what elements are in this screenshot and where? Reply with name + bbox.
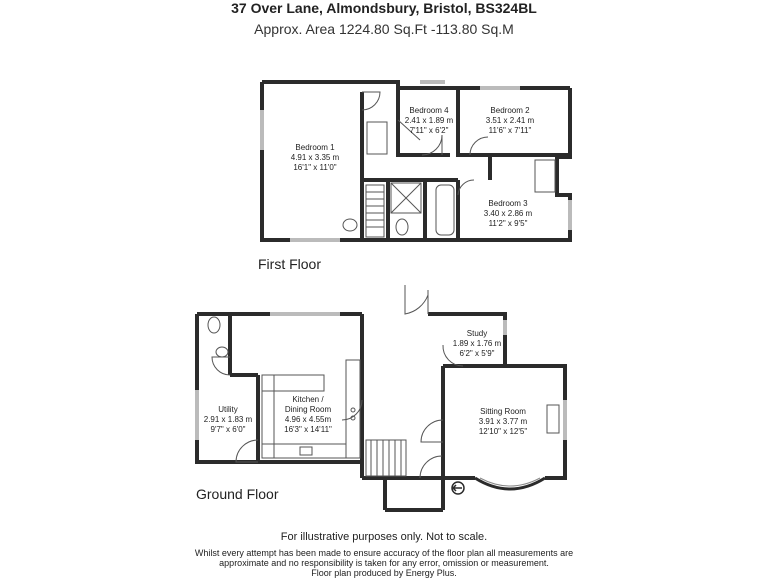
room-dims-ft: 11'2" x 9'5" [488,219,528,228]
room-dims-m: 1.89 x 1.76 m [452,339,502,348]
room-dims-ft: 12'10" x 12'5" [478,427,528,436]
room-bedroom-2 [470,106,550,136]
room-bedroom-3 [468,199,548,229]
room-name: Bedroom 2 [490,106,530,115]
room-dims-ft: 6'2" x 5'9" [459,349,495,358]
legal-line-1: Whilst every attempt has been made to ensure accuracy of the floor plan all measurements are [194,548,574,558]
room-dims-ft: 9'7" x 6'0" [210,425,246,434]
ground-floor-label: Ground Floor [196,486,279,502]
room-utility [199,405,257,435]
room-study [446,329,508,359]
first-floor-label: First Floor [258,256,321,272]
bay-window [475,478,545,489]
room-dims-ft: 11'6" x 7'11" [488,126,532,135]
property-address: 37 Over Lane, Almondsbury, Bristol, BS324BL [231,0,537,16]
disclaimer: For illustrative purposes only. Not to scale. [280,531,488,543]
legal-line-2: approximate and no responsibility is taken for any error, omission or measurement. [219,558,549,568]
room-dims-ft: 16'3" x 14'11" [284,425,332,434]
room-name: Study [466,329,488,338]
room-name: Sitting Room [480,407,526,416]
room-name: Bedroom 4 [409,106,449,115]
room-dims-ft: 16'1" x 11'0" [293,163,337,172]
room-sitting-room [462,407,544,437]
legal-line-3: Floor plan produced by Energy Plus. [311,568,457,578]
room-name: Utility [218,405,238,414]
legal-notice [0,548,768,578]
room-bedroom-4 [398,106,460,136]
room-dims-ft: 7'11" x 6'2" [409,126,449,135]
room-name: Kitchen / [292,395,324,404]
room-dims-m: 2.91 x 1.83 m [203,415,253,424]
room-dims-m: 2.41 x 1.89 m [404,116,454,125]
room-kitchen-dining [272,395,344,435]
approx-area: Approx. Area 1224.80 Sq.Ft -113.80 Sq.M [254,21,514,37]
room-dims-m: 4.91 x 3.35 m [290,153,340,162]
room-dims-m: 4.96 x 4.55m [284,415,332,424]
room-name: Bedroom 3 [488,199,528,208]
room-name: Bedroom 1 [295,143,335,152]
room-dims-m: 3.91 x 3.77 m [478,417,528,426]
room-dims-m: 3.40 x 2.86 m [483,209,533,218]
room-name-2: Dining Room [284,405,332,414]
room-bedroom-1 [270,143,360,173]
room-dims-m: 3.51 x 2.41 m [485,116,535,125]
entrance-arrow-icon [452,482,464,494]
